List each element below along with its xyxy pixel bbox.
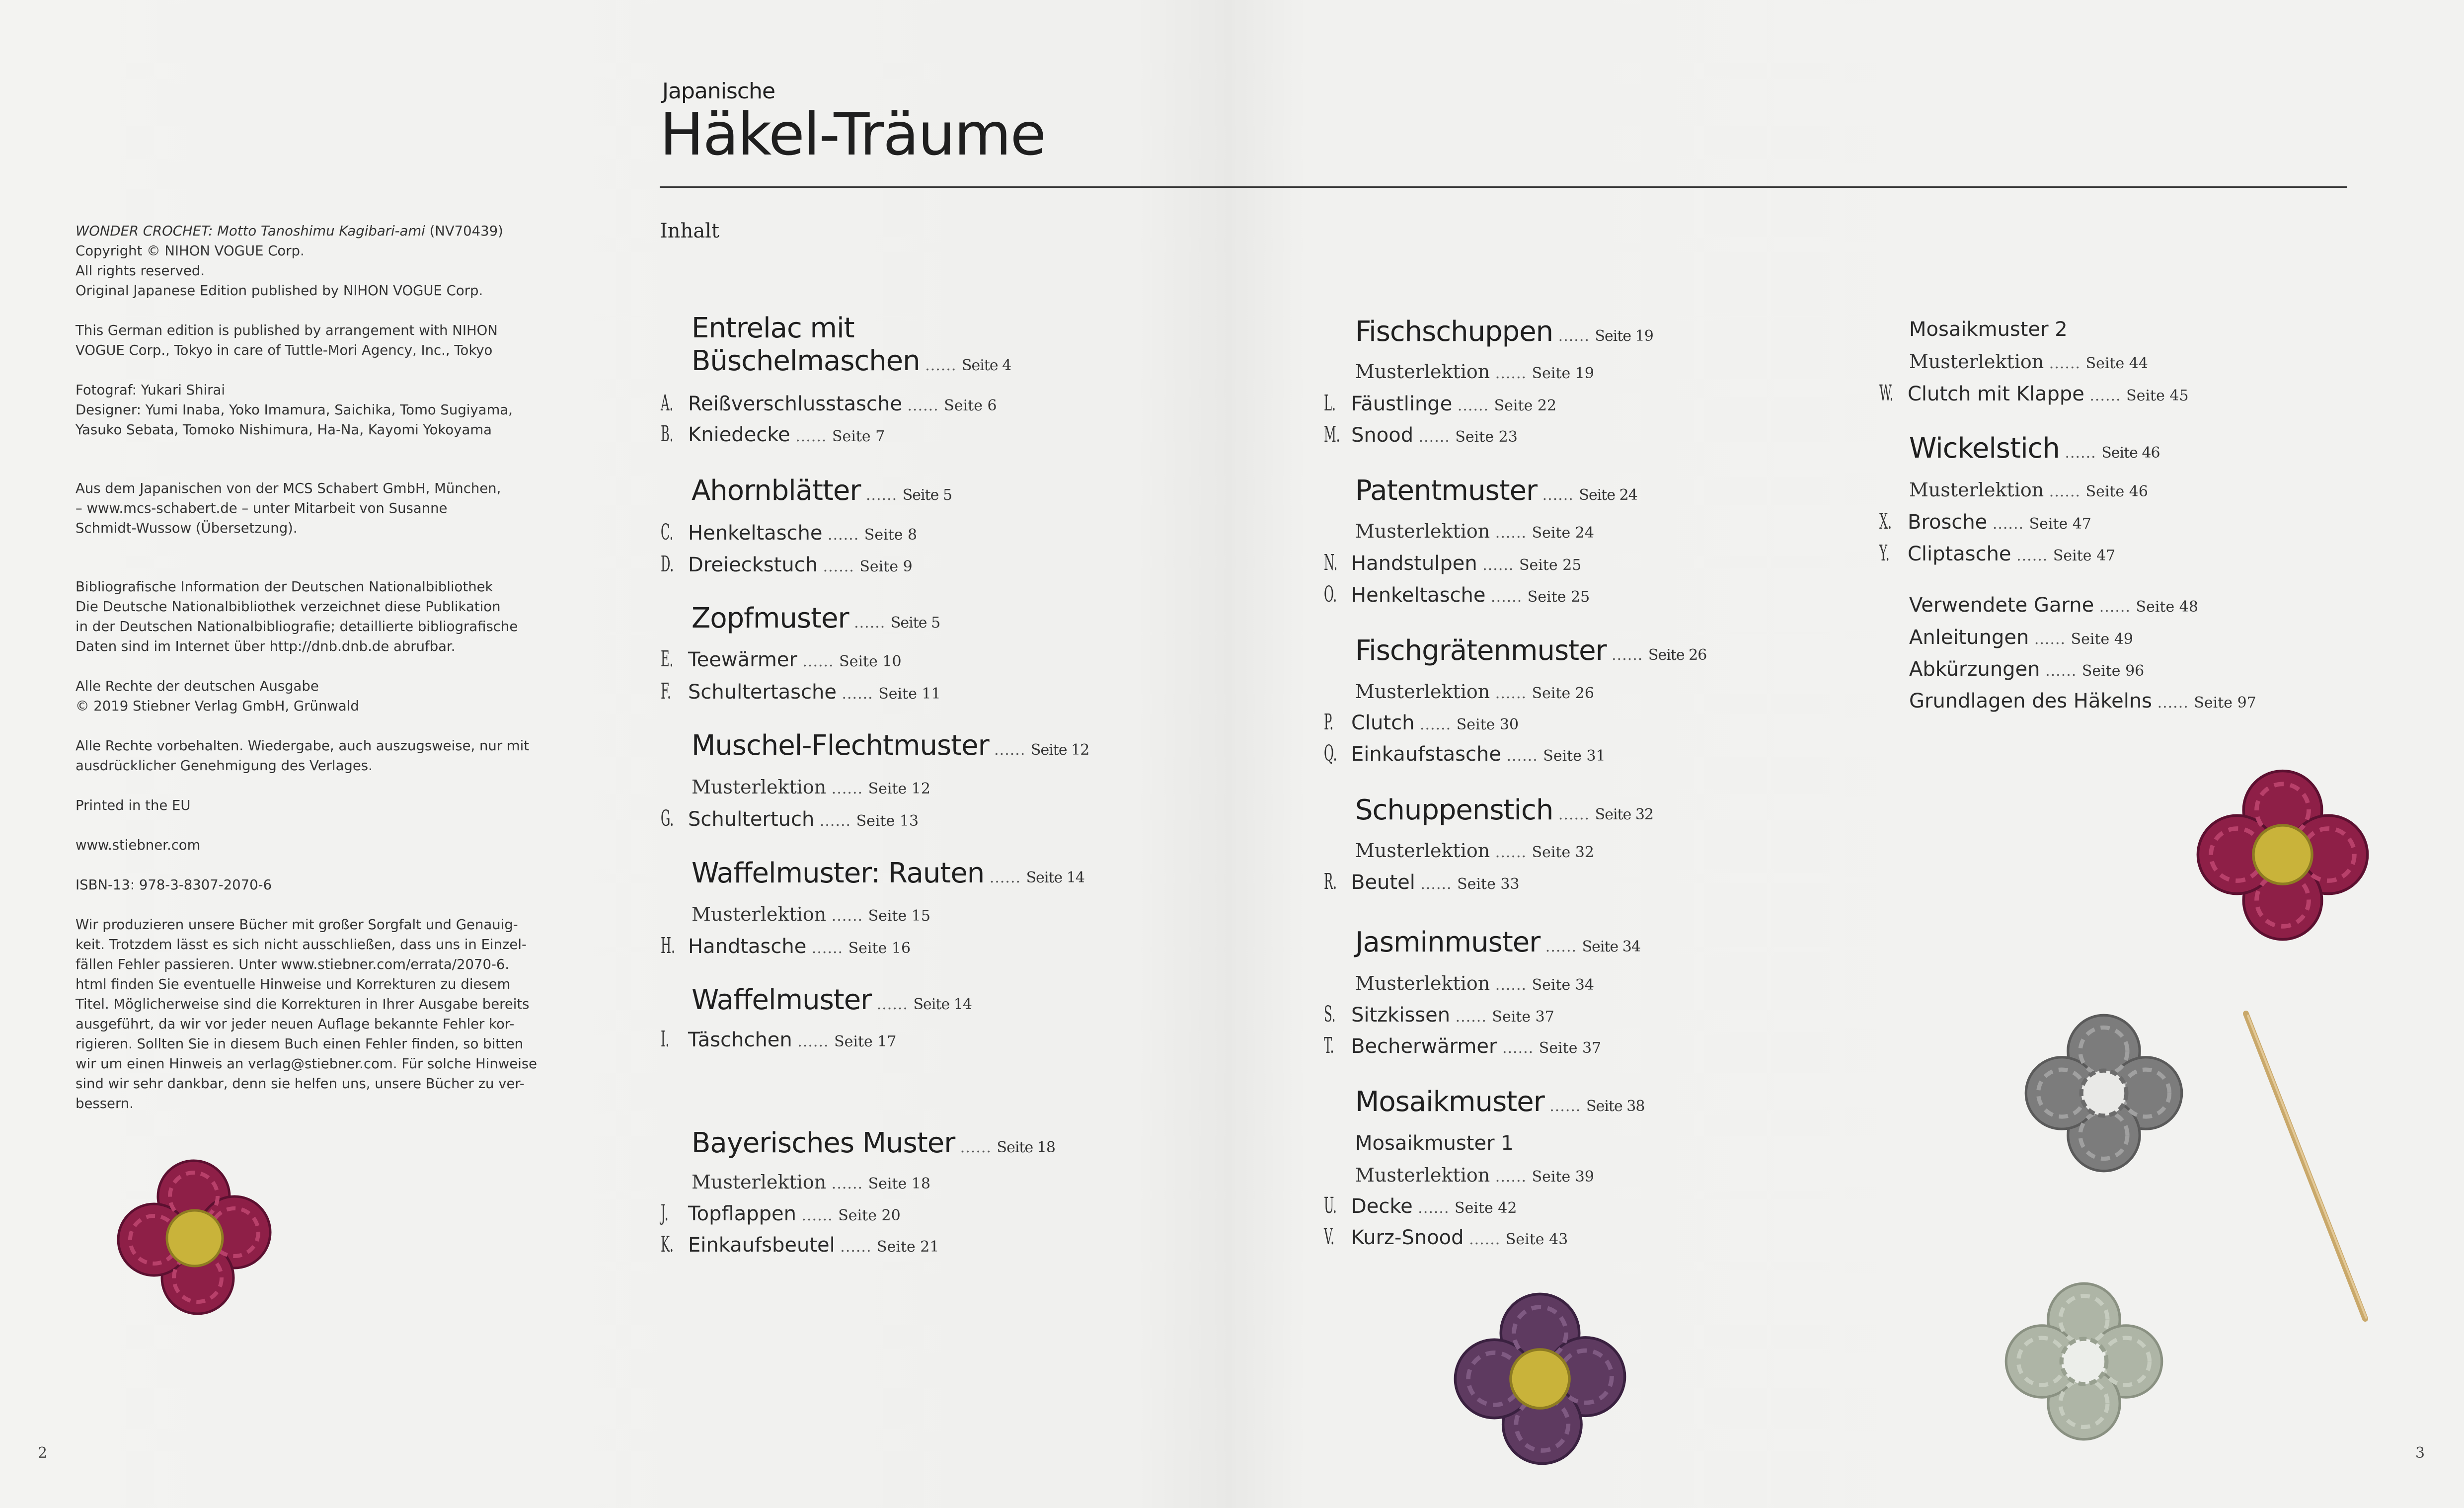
toc-page-ref: Seite 5 xyxy=(890,614,940,632)
toc-page-ref: Seite 44 xyxy=(2085,355,2148,372)
toc-item-letter: T. xyxy=(1324,1033,1334,1058)
toc-item xyxy=(1351,1035,1601,1058)
toc-item-letter: H. xyxy=(661,933,675,958)
toc-item-letter: R. xyxy=(1324,869,1337,894)
toc-page-ref: Seite 25 xyxy=(1527,588,1590,606)
toc-item-letter: W. xyxy=(1879,381,1894,406)
toc-heading-text: Schuppenstich xyxy=(1355,794,1553,826)
crochet-hook xyxy=(2238,1009,2377,1327)
toc-item-letter: S. xyxy=(1324,1002,1336,1027)
toc-item xyxy=(1908,383,2189,405)
toc-page-ref: Seite 9 xyxy=(859,558,913,575)
toc-leader-dots: ...... xyxy=(2094,598,2136,616)
toc-item-letter: L. xyxy=(1324,391,1336,416)
toc-section-heading xyxy=(692,312,1011,382)
toc-item-text: Musterlektion xyxy=(1355,972,1490,994)
toc-item-text: Henkeltasche xyxy=(688,522,823,545)
toc-leader-dots: ...... xyxy=(1450,1008,1492,1026)
toc-item xyxy=(688,935,911,958)
toc-item xyxy=(1909,658,2144,681)
toc-leader-dots: ...... xyxy=(860,486,903,504)
toc-heading-text: Ahornblätter xyxy=(692,475,861,507)
book-title: Häkel-Träume xyxy=(660,100,1046,168)
toc-heading-text: Büschelmaschen xyxy=(692,345,920,377)
toc-leader-dots: ...... xyxy=(902,397,944,414)
toc-item-letter: X. xyxy=(1879,509,1892,534)
toc-pattern-lesson xyxy=(1355,520,1594,542)
imprint-rights: Alle Rechte der deutschen Ausgabe © 2019 Stiebner Verlag GmbH, Grünwald xyxy=(76,678,359,714)
toc-item-text: Becherwärmer xyxy=(1351,1035,1497,1058)
toc-heading-text: Wickelstich xyxy=(1909,432,2060,465)
toc-page-ref: Seite 19 xyxy=(1595,327,1653,345)
toc-item xyxy=(1351,743,1606,766)
toc-page-ref: Seite 37 xyxy=(1492,1008,1554,1026)
toc-heading-text: Bayerisches Muster xyxy=(692,1127,955,1159)
toc-page-ref: Seite 32 xyxy=(1595,806,1654,823)
toc-item-letter: F. xyxy=(661,679,671,704)
toc-leader-dots: ...... xyxy=(797,653,840,670)
toc-leader-dots: ...... xyxy=(790,428,832,445)
toc-item-text: Brosche xyxy=(1908,511,1988,534)
toc-leader-dots: ...... xyxy=(2011,547,2053,564)
toc-page-ref: Seite 32 xyxy=(1532,844,1594,861)
toc-leader-dots: ...... xyxy=(989,741,1031,759)
toc-page-ref: Seite 34 xyxy=(1582,938,1640,955)
toc-item-letter: E. xyxy=(661,646,674,672)
toc-leader-dots: ...... xyxy=(1540,938,1582,955)
toc-item-letter: B. xyxy=(661,421,674,447)
toc-item-text: Musterlektion xyxy=(692,903,827,925)
imprint-credits: Fotograf: Yukari Shirai Designer: Yumi Inaba, Yoko Imamura, Saichika, Tomo Sugiyama, Yasuko Sebata, Tomoko Nishimura, Ha-Na, Kayomi Yokoyama xyxy=(76,382,513,438)
toc-leader-dots: ...... xyxy=(1490,1168,1532,1186)
toc-item-letter: J. xyxy=(661,1200,669,1226)
toc-section-heading xyxy=(1355,635,1706,672)
magenta-flower-left xyxy=(114,1158,273,1317)
toc-pattern-lesson xyxy=(692,776,930,798)
toc-item xyxy=(1351,1226,1568,1249)
toc-leader-dots: ...... xyxy=(1490,976,1532,994)
toc-page-ref: Seite 24 xyxy=(1579,486,1637,504)
toc-item-text: Cliptasche xyxy=(1908,543,2011,565)
toc-item-text: Dreieckstuch xyxy=(688,554,818,576)
toc-item-text: Reißverschlusstasche xyxy=(688,393,902,415)
toc-item xyxy=(688,1202,901,1225)
toc-item-text: Handtasche xyxy=(688,935,807,958)
toc-item xyxy=(1351,1195,1517,1218)
toc-item xyxy=(688,423,885,446)
toc-page-ref: Seite 12 xyxy=(868,780,930,797)
sage-square-motif xyxy=(2002,1279,2166,1443)
toc-section-heading xyxy=(692,729,1089,767)
toc-page-ref: Seite 47 xyxy=(2029,515,2091,533)
imprint-errata: Wir produzieren unsere Bücher mit großer Sorgfalt und Genauig- keit. Trotzdem lässt es sich nicht ausschließen, dass uns in Einzel- fällen Fehler passieren. Unter www.stiebner.com/errata/2070-6. html finden Sie eventuelle Hinweise und Korrekturen zu diesem Titel. Möglicherweise sind die Korrekturen in Ihrer Ausgabe bereits ausgeführt, da wir vor jeder neuen Auflage bekannte Fehler kor- rigieren. Sollten Sie in diesem Buch einen Fehler finden, so bitten wir um einen Hinweis an verlag@stiebner.com. Für solche Hinweise sind wir sehr dankbar, denn sie helfen uns, unsere Bücher zu ver- bessern. xyxy=(76,917,538,1111)
toc-heading-text: Waffelmuster xyxy=(692,984,872,1016)
toc-item-text: Handstulpen xyxy=(1351,552,1477,575)
toc-page-ref: Seite 26 xyxy=(1648,646,1707,664)
imprint-isbn: ISBN-13: 978-3-8307-2070-6 xyxy=(76,877,272,893)
toc-leader-dots: ...... xyxy=(1544,1098,1587,1115)
toc-section-heading xyxy=(692,1127,1055,1164)
toc-pattern-lesson xyxy=(1355,972,1594,994)
toc-page-ref: Seite 10 xyxy=(839,653,902,670)
toc-leader-dots: ...... xyxy=(1414,716,1457,733)
toc-item-text: Musterlektion xyxy=(1355,840,1490,862)
gray-square-motif xyxy=(2022,1011,2186,1175)
toc-item-text: Musterlektion xyxy=(692,1171,827,1193)
toc-section-heading xyxy=(692,602,940,639)
toc-page-ref: Seite 34 xyxy=(1532,976,1594,994)
toc-item xyxy=(688,1234,939,1257)
toc-item-text: Schultertuch xyxy=(688,808,815,831)
toc-item xyxy=(688,554,913,576)
toc-item-letter: G. xyxy=(661,806,674,831)
toc-leader-dots: ...... xyxy=(984,869,1026,886)
title-rule xyxy=(660,186,2347,188)
toc-page-ref: Seite 43 xyxy=(1505,1231,1568,1248)
toc-page-ref: Seite 49 xyxy=(2071,631,2134,648)
toc-heading-text: Fischschuppen xyxy=(1355,316,1553,348)
toc-item-text: Mosaikmuster 1 xyxy=(1355,1132,1514,1155)
toc-item-text: Snood xyxy=(1351,424,1414,447)
toc-item-text: Schultertasche xyxy=(688,681,837,704)
toc-leader-dots: ...... xyxy=(1501,747,1543,765)
toc-page-ref: Seite 15 xyxy=(868,907,930,925)
toc-page-ref: Seite 14 xyxy=(913,996,972,1013)
toc-item-letter: C. xyxy=(661,520,674,545)
toc-item-text: Musterlektion xyxy=(1355,681,1490,703)
toc-page-ref: Seite 21 xyxy=(877,1238,939,1256)
toc-page-ref: Seite 33 xyxy=(1457,875,1520,893)
toc-item-letter: A. xyxy=(661,391,674,416)
imprint-reserved: Alle Rechte vorbehalten. Wiedergabe, auch auszugsweise, nur mit ausdrücklicher Genehmigung des Verlages. xyxy=(76,738,530,774)
page-number-left: 2 xyxy=(38,1444,48,1462)
toc-item-letter: U. xyxy=(1324,1193,1337,1218)
toc-item xyxy=(1355,1132,1514,1155)
toc-item-text: Fäustlinge xyxy=(1351,393,1453,415)
toc-leader-dots: ...... xyxy=(818,558,860,575)
imprint-translation: Aus dem Japanischen von der MCS Schabert GmbH, München, – www.mcs-schabert.de – unter Mitarbeit von Susanne Schmidt-Wussow (Übersetzung). xyxy=(76,480,501,536)
toc-pattern-lesson xyxy=(1909,479,2148,501)
toc-item xyxy=(1909,318,2068,341)
imprint-printed: Printed in the EU xyxy=(76,797,191,813)
toc-page-ref: Seite 96 xyxy=(2081,662,2145,680)
toc-leader-dots: ...... xyxy=(1413,428,1456,446)
toc-item xyxy=(1351,393,1556,415)
toc-section-heading xyxy=(692,475,952,512)
toc-page-ref: Seite 37 xyxy=(1539,1039,1602,1057)
toc-page-ref: Seite 20 xyxy=(838,1207,901,1224)
imprint-website: www.stiebner.com xyxy=(76,837,201,853)
toc-leader-dots: ...... xyxy=(1490,524,1532,542)
toc-item-letter: I. xyxy=(661,1027,670,1052)
toc-leader-dots: ...... xyxy=(792,1033,835,1050)
toc-item-text: Beutel xyxy=(1351,871,1415,894)
toc-leader-dots: ...... xyxy=(1485,588,1528,606)
toc-page-ref: Seite 13 xyxy=(856,812,919,830)
purple-flower xyxy=(1453,1292,1627,1466)
toc-leader-dots: ...... xyxy=(1987,515,2029,533)
page-number-right: 3 xyxy=(2415,1444,2425,1462)
toc-leader-dots: ...... xyxy=(826,780,868,797)
toc-page-ref: Seite 97 xyxy=(2194,694,2256,712)
toc-leader-dots: ...... xyxy=(1537,486,1579,504)
toc-pattern-lesson xyxy=(1355,361,1594,383)
magenta-flower-right xyxy=(2196,768,2370,942)
toc-page-ref: Seite 5 xyxy=(902,486,952,504)
toc-item-text: Anleitungen xyxy=(1909,626,2029,649)
toc-leader-dots: ...... xyxy=(1490,685,1532,702)
toc-leader-dots: ...... xyxy=(1497,1039,1539,1057)
toc-page-ref: Seite 6 xyxy=(944,397,997,414)
toc-item xyxy=(1351,871,1520,894)
toc-item xyxy=(1908,511,2091,534)
toc-item xyxy=(688,681,941,704)
toc-leader-dots: ...... xyxy=(871,996,914,1013)
toc-leader-dots: ...... xyxy=(814,812,856,830)
toc-leader-dots: ...... xyxy=(826,907,868,925)
toc-heading-text: Mosaikmuster xyxy=(1355,1086,1544,1118)
imprint-dnb: Bibliografische Information der Deutschen Nationalbibliothek Die Deutsche Nationalbibliothek verzeichnet diese Publikation in der Deutschen Nationalbibliografie; detaillierte bibliografische Daten sind im Internet über http://dnb.dnb.de abrufbar. xyxy=(76,579,518,654)
toc-section-heading xyxy=(1355,926,1640,963)
toc-item-text: Verwendete Garne xyxy=(1909,594,2094,617)
toc-item-letter: D. xyxy=(661,552,674,577)
toc-page-ref: Seite 39 xyxy=(1532,1168,1594,1186)
toc-item-text: Sitzkissen xyxy=(1351,1004,1451,1027)
toc-item xyxy=(688,808,919,831)
toc-leader-dots: ...... xyxy=(1553,806,1595,823)
toc-item xyxy=(1351,712,1519,734)
toc-page-ref: Seite 23 xyxy=(1455,428,1518,446)
toc-pattern-lesson xyxy=(692,1171,930,1193)
toc-heading-text: Zopfmuster xyxy=(692,602,849,635)
toc-leader-dots: ...... xyxy=(1415,875,1458,893)
toc-item-text: Topflappen xyxy=(688,1202,796,1225)
toc-leader-dots: ...... xyxy=(1490,844,1532,861)
toc-item xyxy=(1351,424,1518,447)
toc-item-text: Grundlagen des Häkelns xyxy=(1909,690,2153,713)
toc-item-text: Musterlektion xyxy=(1909,479,2044,501)
toc-page-ref: Seite 7 xyxy=(832,428,885,445)
toc-pattern-lesson xyxy=(692,903,930,925)
toc-leader-dots: ...... xyxy=(835,1238,877,1256)
toc-heading-text: Waffelmuster: Rauten xyxy=(692,857,985,889)
toc-item-text: Kurz-Snood xyxy=(1351,1226,1464,1249)
toc-item-letter: P. xyxy=(1324,710,1334,735)
toc-pattern-lesson xyxy=(1355,681,1594,703)
toc-page-ref: Seite 45 xyxy=(2126,387,2189,404)
toc-item xyxy=(1909,690,2256,713)
toc-leader-dots: ...... xyxy=(806,940,848,957)
toc-page-ref: Seite 22 xyxy=(1494,397,1557,414)
toc-page-ref: Seite 48 xyxy=(2136,598,2198,616)
toc-item-text: Täschchen xyxy=(688,1029,792,1051)
toc-leader-dots: ...... xyxy=(1490,365,1532,382)
toc-item-letter: N. xyxy=(1324,550,1338,575)
toc-page-ref: Seite 16 xyxy=(848,940,911,957)
toc-leader-dots: ...... xyxy=(796,1207,839,1224)
toc-leader-dots: ...... xyxy=(1606,646,1648,664)
toc-item-text: Musterlektion xyxy=(692,776,827,798)
title-prefix: Japanische xyxy=(662,79,775,104)
toc-item-text: Musterlektion xyxy=(1909,351,2044,373)
toc-page-ref: Seite 8 xyxy=(864,526,918,544)
toc-page-ref: Seite 17 xyxy=(834,1033,897,1050)
toc-item-text: Einkaufsbeutel xyxy=(688,1234,835,1257)
toc-page-ref: Seite 26 xyxy=(1532,685,1594,702)
toc-item xyxy=(1351,1004,1554,1027)
toc-item-text: Musterlektion xyxy=(1355,520,1490,542)
toc-page-ref: Seite 24 xyxy=(1532,524,1594,542)
toc-heading-text: Fischgrätenmuster xyxy=(1355,635,1607,667)
toc-item xyxy=(1909,594,2198,617)
toc-item-text: Musterlektion xyxy=(1355,1164,1490,1186)
toc-page-ref: Seite 14 xyxy=(1026,869,1084,886)
toc-item xyxy=(1351,584,1590,607)
toc-section-heading xyxy=(1355,794,1653,831)
toc-item-text: Teewärmer xyxy=(688,648,797,671)
toc-section-heading xyxy=(1355,1086,1644,1123)
toc-leader-dots: ...... xyxy=(1553,327,1595,345)
toc-item xyxy=(1909,626,2133,649)
imprint-german-edition: This German edition is published by arrangement with NIHON VOGUE Corp., Tokyo in care of Tuttle-Mori Agency, Inc., Tokyo xyxy=(76,322,498,358)
toc-item xyxy=(688,648,902,671)
toc-page-ref: Seite 4 xyxy=(961,357,1011,374)
toc-leader-dots: ...... xyxy=(2029,631,2071,648)
toc-page-ref: Seite 47 xyxy=(2053,547,2116,564)
toc-item xyxy=(688,393,997,415)
toc-section-heading xyxy=(692,984,972,1021)
toc-page-ref: Seite 38 xyxy=(1586,1098,1645,1115)
toc-leader-dots: ...... xyxy=(848,614,891,632)
toc-leader-dots: ...... xyxy=(1452,397,1494,414)
toc-item-text: Decke xyxy=(1351,1195,1413,1218)
toc-page-ref: Seite 19 xyxy=(1532,365,1594,382)
toc-item-text: Musterlektion xyxy=(1355,361,1490,383)
toc-item xyxy=(688,1029,896,1051)
toc-leader-dots: ...... xyxy=(920,357,962,374)
toc-pattern-lesson xyxy=(1355,840,1594,862)
toc-item-text: Clutch mit Klappe xyxy=(1908,383,2084,405)
toc-leader-dots: ...... xyxy=(2084,387,2127,404)
toc-leader-dots: ...... xyxy=(955,1139,997,1156)
toc-page-ref: Seite 12 xyxy=(1030,741,1089,759)
toc-leader-dots: ...... xyxy=(836,685,879,703)
toc-page-ref: Seite 42 xyxy=(1455,1199,1517,1217)
toc-leader-dots: ...... xyxy=(1477,556,1519,574)
toc-item-letter: Y. xyxy=(1879,541,1890,566)
toc-page-ref: Seite 18 xyxy=(997,1139,1055,1156)
toc-page-ref: Seite 46 xyxy=(2101,444,2160,462)
toc-pattern-lesson xyxy=(1909,351,2148,373)
toc-leader-dots: ...... xyxy=(826,1175,868,1192)
toc-item xyxy=(1908,543,2115,565)
toc-item-text: Clutch xyxy=(1351,712,1415,734)
toc-item-letter: O. xyxy=(1324,582,1337,607)
toc-heading-line1: Entrelac mit xyxy=(692,312,854,344)
toc-leader-dots: ...... xyxy=(2044,483,2086,500)
toc-heading-text: Patentmuster xyxy=(1355,475,1538,507)
imprint-copyright: WONDER CROCHET: Motto Tanoshimu Kagibari-ami (NV70439) Copyright © NIHON VOGUE Corp. All rights reserved. Original Japanese Edition published by NIHON VOGUE Corp. xyxy=(76,223,503,299)
toc-page-ref: Seite 31 xyxy=(1543,747,1606,765)
imprint xyxy=(76,221,538,1133)
toc-item-text: Abkürzungen xyxy=(1909,658,2040,681)
toc-heading-text: Jasminmuster xyxy=(1355,926,1540,958)
toc-item xyxy=(688,522,917,545)
toc-section-heading xyxy=(692,857,1084,894)
toc-page-ref: Seite 11 xyxy=(878,685,941,703)
toc-item-letter: Q. xyxy=(1324,741,1337,766)
toc-pattern-lesson xyxy=(1355,1164,1594,1186)
toc-leader-dots: ...... xyxy=(1412,1199,1455,1217)
toc-leader-dots: ...... xyxy=(2040,662,2082,680)
toc-leader-dots: ...... xyxy=(1463,1231,1506,1248)
toc-page-ref: Seite 46 xyxy=(2085,483,2148,500)
toc-heading-text: Muschel-Flechtmuster xyxy=(692,729,989,762)
toc-item-letter: K. xyxy=(661,1232,674,1257)
toc-item-letter: V. xyxy=(1324,1224,1334,1250)
toc-item-letter: M. xyxy=(1324,422,1340,447)
toc-page-ref: Seite 25 xyxy=(1519,556,1582,574)
toc-section-heading xyxy=(1909,432,2160,470)
toc-item xyxy=(1351,552,1581,575)
toc-page-ref: Seite 30 xyxy=(1456,716,1519,733)
toc-item-text: Einkaufstasche xyxy=(1351,743,1501,766)
toc-section-heading xyxy=(1355,316,1653,353)
toc-item-text: Kniedecke xyxy=(688,423,790,446)
toc-section-heading xyxy=(1355,475,1637,512)
toc-leader-dots: ...... xyxy=(822,526,864,544)
toc-item-text: Mosaikmuster 2 xyxy=(1909,318,2068,341)
toc-leader-dots: ...... xyxy=(2152,694,2194,712)
toc-leader-dots: ...... xyxy=(2059,444,2102,462)
contents-heading: Inhalt xyxy=(660,220,720,242)
toc-leader-dots: ...... xyxy=(2044,355,2086,372)
toc-page-ref: Seite 18 xyxy=(868,1175,930,1192)
toc-item-text: Henkeltasche xyxy=(1351,584,1486,607)
